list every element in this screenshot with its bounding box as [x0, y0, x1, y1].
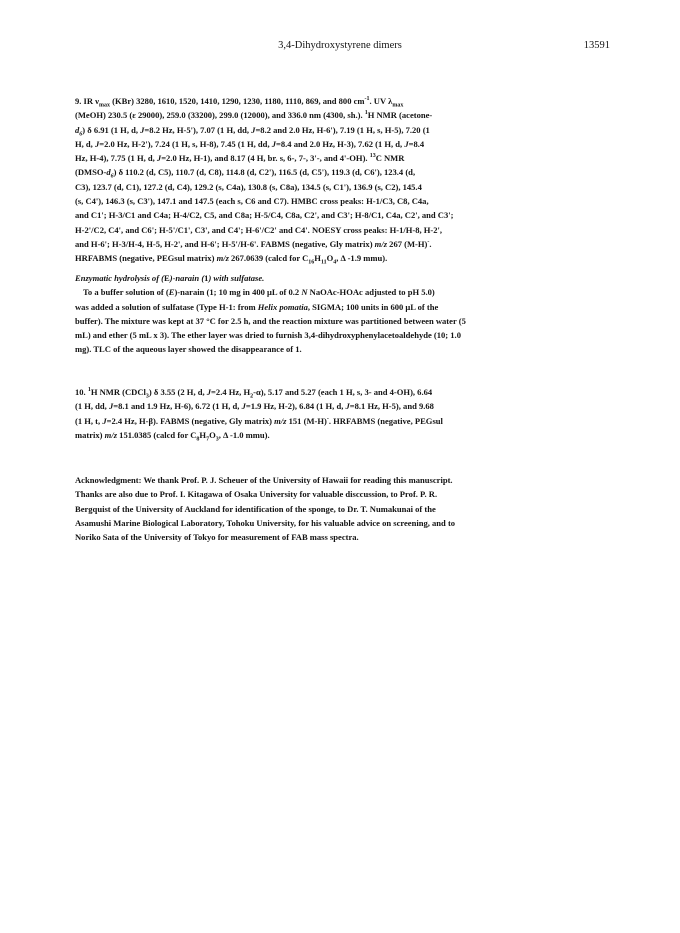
- text-line: Noriko Sata of the University of Tokyo for measurement of FAB mass spectra.: [75, 532, 359, 543]
- running-title: 3,4-Dihydroxystyrene dimers: [278, 40, 402, 51]
- text-line: (1 H, t, J=2.4 Hz, H-β). FABMS (negative, Gly matrix) m/z 151 (M-H)-. HRFABMS (negative, PEGsul: [75, 415, 443, 426]
- text-line: C3), 123.7 (d, C1), 127.2 (d, C4), 129.2 (s, C4a), 130.8 (s, C8a), 134.5 (s, C1'), 136.9 (s, C2), 145.4: [75, 181, 422, 192]
- acknowledgment-section: [75, 473, 605, 544]
- text-line: (s, C4'), 146.3 (s, C3'), 147.1 and 147.5 (each s, C6 and C7). HMBC cross peaks: H-1/C3, C8, C4a,: [75, 196, 429, 207]
- text-line: 9. IR $\nu_{max}$ (KBr) 3280, 1610, 1520, 1410, 1290, 1230, 1180, 1110, 869, and 800 $cm^{-1}$. UV $\lambda_{max}$: [75, 96, 404, 109]
- text-line: Acknowledgment: We thank Prof. P. J. Scheuer of the University of Hawaii for reading this manuscript.: [75, 475, 453, 485]
- page-number: 13591: [583, 40, 610, 51]
- text-line: was added a solution of sulfatase (Type H-1: from Helix pomatia, SIGMA; 100 units in 600 μL of the: [75, 301, 439, 312]
- section-heading: Enzymatic hydrolysis of (E)-narain (1) with sulfatase.: [75, 273, 265, 283]
- text-line: and H-6'; H-3/H-4, H-5, H-2', and H-6'; H-5'/H-6'. FABMS (negative, Gly matrix) m/z 267 (M-H)-.: [75, 238, 432, 249]
- text-line: and C1'; H-3/C1 and C4a; H-4/C2, C5, and C8a; H-5/C4, C8a, C2', and C3'; H-8/C1, C4a, C2', and C3';: [75, 210, 454, 221]
- text-line: Thanks are also due to Prof. I. Kitagawa of Osaka University for valuable disccussion, to Prof. P. R.: [75, 489, 438, 500]
- text-line: (1 H, dd, J=8.1 and 1.9 Hz, H-6), 6.72 (1 H, d, J=1.9 Hz, H-2), 6.84 (1 H, d, J=8.1 Hz, H-5), and 9.68: [75, 401, 434, 412]
- text-line: Hz, H-4), 7.75 (1 H, d, J=2.0 Hz, H-1), and 8.17 (4 H, br. s, 6-, 7-, 3'-, and 4'-OH). $^{13}$C NMR: [75, 153, 405, 164]
- text-line: Bergquist of the University of Auckland for identification of the sponge, to Dr. T. Numakunai of the: [75, 503, 436, 514]
- text-line: H, d, J=2.0 Hz, H-2'), 7.24 (1 H, s, H-8), 7.45 (1 H, dd, J=8.4 and 2.0 Hz, H-3), 7.62 (1 H, d, J=8.4: [75, 138, 425, 149]
- text-line: matrix) m/z 151.0385 (calcd for $C_8H_7O_3$, Δ -1.0 mmu).: [75, 429, 270, 443]
- enzymatic-hydrolysis-section: [75, 271, 605, 357]
- text-line: mg). TLC of the aqueous layer showed the disappearance of 1.: [75, 344, 302, 355]
- compound-9-data: [75, 94, 605, 266]
- text-line: H-2'/C2, C4', and C6'; H-5'/C1', C3', and C4'; H-6'/C2' and C4'. NOESY cross peaks: H-1/H-8, H-2',: [75, 224, 443, 235]
- text-line: mL) and ether (5 mL x 3). The ether layer was dried to furnish 3,4-dihydroxyphenylacetoaldehyde (10; 1.0: [75, 330, 461, 341]
- page-header: [0, 40, 680, 56]
- text-line: $d_6$) δ 6.91 (1 H, d, J=8.2 Hz, H-5'), 7.07 (1 H, dd, J=8.2 and 2.0 Hz, H-6'), 7.19 (1 H, s, H-5), 7.20 (1: [75, 124, 430, 138]
- text-line: HRFABMS (negative, PEGsul matrix) m/z 267.0639 (calcd for $C_{16}H_{11}O_4$, Δ -1.9 mmu).: [75, 253, 388, 266]
- text-line: Asamushi Marine Biological Laboratory, Tohoku University, for his valuable advice on screening, and to: [75, 517, 456, 528]
- compound-10-data: [75, 385, 605, 442]
- text-line: buffer). The mixture was kept at 37 °C for 2.5 h, and the reaction mixture was partitioned between water (5: [75, 315, 466, 326]
- text-line: (MeOH) 230.5 (ε 29000), 259.0 (33200), 299.0 (12000), and 336.0 nm (4300, sh.). $^1$H NMR (acetone-: [75, 110, 433, 121]
- text-line: $(DMSO-d_6)$ δ 110.2 (d, C5), 110.7 (d, C8), 114.8 (d, C2'), 116.5 (d, C5'), 119.3 (d, C6'), 123.4 (d,: [75, 167, 416, 181]
- text-line: 10. $^1$H NMR (CDCl$_3$) δ 3.55 (2 H, d, J=2.4 Hz, $H_2-\alpha$), 5.17 and 5.27 (each 1 H, s, 3- and 4-OH), 6.64: [75, 387, 433, 400]
- text-line: To a buffer solution of (E)-narain (1; 10 mg in 400 μL of 0.2 N NaOAc-HOAc adjusted to pH 5.0): [83, 287, 435, 298]
